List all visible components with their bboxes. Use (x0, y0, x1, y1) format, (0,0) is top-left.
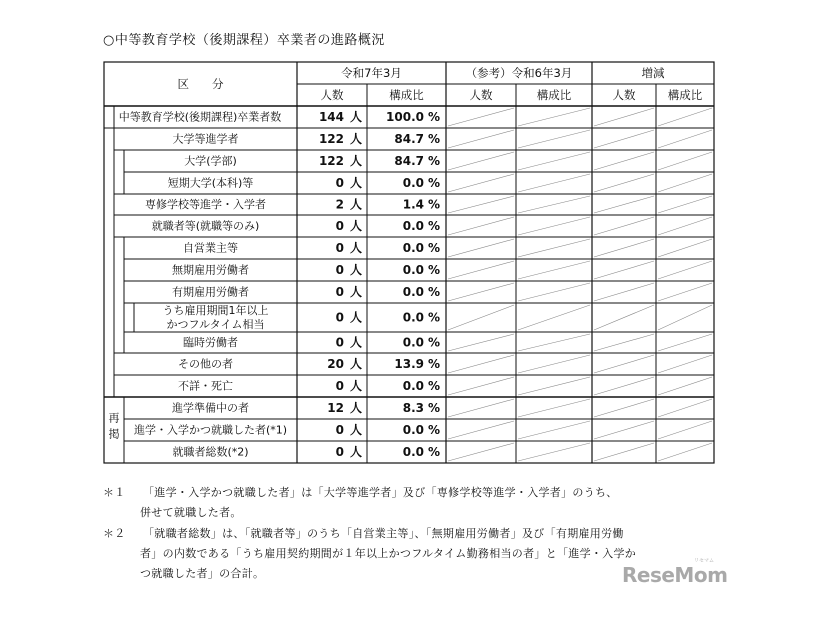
row-count: 144 (318, 110, 344, 124)
row-pct-unit: % (428, 357, 441, 371)
header-diff: 増減 (641, 66, 665, 80)
note-2-line3: つ就職した者」の合計。 (140, 567, 265, 580)
row-count: 122 (318, 154, 344, 168)
row-label: その他の者 (178, 357, 233, 371)
empty-cell-diagonal (518, 130, 590, 148)
row-label: うち雇用期間1年以上 (162, 304, 269, 317)
row-pct: 0.0 (402, 445, 424, 459)
empty-cell-diagonal (448, 152, 514, 170)
empty-cell-diagonal (594, 283, 654, 301)
empty-cell-diagonal (448, 421, 514, 439)
empty-cell-diagonal (448, 239, 514, 257)
row-pct-unit: % (428, 423, 441, 437)
empty-cell-diagonal (448, 261, 514, 279)
row-pct: 0.0 (402, 263, 424, 277)
empty-cell-diagonal (658, 130, 712, 148)
row-pct: 13.9 (394, 357, 424, 371)
empty-cell-diagonal (658, 217, 712, 235)
empty-cell-diagonal (448, 217, 514, 235)
empty-cell-diagonal (448, 174, 514, 192)
row-label: 中等教育学校(後期課程)卒業者数 (118, 110, 282, 124)
row-pct-unit: % (428, 197, 441, 212)
note-1 (103, 483, 618, 523)
header-sub: 構成比 (389, 88, 424, 102)
note-2 (103, 524, 636, 584)
row-label: 専修学校等進学・入学者 (145, 198, 266, 211)
empty-cell-diagonal (658, 399, 712, 417)
row-label: 無期雇用労働者 (172, 263, 249, 277)
header-sub: 人数 (469, 88, 493, 102)
row-count-unit: 人 (350, 197, 363, 212)
row-count: 0 (335, 219, 344, 233)
empty-cell-diagonal (594, 108, 654, 126)
empty-cell-diagonal (594, 196, 654, 213)
row-count: 0 (335, 241, 344, 255)
empty-cell-diagonal (518, 305, 590, 330)
note-2-line1: 「就職者総数」は、「就職者等」のうち「自営業主等」、「無期雇用労働者」及び「有期雇用労働 (143, 527, 624, 540)
header-sub: 構成比 (536, 88, 572, 102)
empty-cell-diagonal (658, 443, 712, 461)
row-pct-unit: % (428, 285, 441, 299)
row-count: 0 (335, 176, 344, 190)
empty-cell-diagonal (658, 174, 712, 192)
empty-cell-diagonal (594, 305, 654, 330)
row-pct: 0.0 (402, 241, 424, 255)
empty-cell-diagonal (518, 399, 590, 417)
note-2-mark: ＊２ (103, 527, 126, 540)
row-pct-unit: % (428, 445, 441, 459)
row-pct-unit: % (428, 379, 441, 393)
empty-cell-diagonal (518, 355, 590, 373)
row-count-unit: 人 (350, 401, 363, 415)
row-count-unit: 人 (350, 310, 363, 325)
empty-cell-diagonal (448, 196, 514, 213)
empty-cell-diagonal (518, 421, 590, 439)
row-count-unit: 人 (350, 445, 363, 459)
row-label: 有期雇用労働者 (172, 285, 249, 299)
row-label: かつフルタイム相当 (166, 318, 265, 331)
row-count: 0 (335, 379, 344, 393)
row-label: 就職者等(就職等のみ) (151, 219, 260, 233)
row-count: 0 (335, 310, 344, 325)
row-count: 0 (335, 263, 344, 277)
row-pct: 8.3 (402, 401, 424, 415)
empty-cell-diagonal (594, 217, 654, 235)
saikei-label-2: 掲 (108, 427, 120, 441)
empty-cell-diagonal (594, 421, 654, 439)
row-pct: 0.0 (402, 176, 424, 190)
note-1-mark: ＊１ (103, 486, 126, 499)
empty-cell-diagonal (658, 377, 712, 395)
row-count-unit: 人 (350, 132, 363, 146)
row-count: 0 (335, 445, 344, 459)
empty-cell-diagonal (658, 334, 712, 351)
empty-cell-diagonal (658, 239, 712, 257)
empty-cell-diagonal (448, 399, 514, 417)
row-pct: 0.0 (402, 423, 424, 437)
empty-cell-diagonal (658, 283, 712, 301)
empty-cell-diagonal (594, 443, 654, 461)
header-sub: 人数 (612, 88, 636, 102)
row-label: 不詳・死亡 (178, 379, 233, 393)
empty-cell-diagonal (594, 239, 654, 257)
row-count-unit: 人 (350, 357, 363, 371)
row-pct-unit: % (428, 154, 441, 168)
row-pct-unit: % (428, 263, 441, 277)
empty-cell-diagonal (518, 443, 590, 461)
row-count: 122 (318, 132, 344, 146)
row-pct: 1.4 (402, 197, 424, 212)
row-pct: 84.7 (394, 154, 424, 168)
page-title: ○中等教育学校（後期課程）卒業者の進路概況 (103, 33, 385, 48)
note-1-line2: 併せて就職した者。 (140, 506, 242, 519)
empty-cell-diagonal (594, 399, 654, 417)
empty-cell-diagonal (448, 283, 514, 301)
row-count: 0 (335, 423, 344, 437)
row-count-unit: 人 (350, 379, 363, 393)
row-pct: 0.0 (402, 379, 424, 393)
empty-cell-diagonal (448, 443, 514, 461)
row-label: 大学(学部) (184, 154, 237, 168)
row-pct: 0.0 (402, 310, 424, 325)
row-count-unit: 人 (350, 335, 363, 350)
row-count: 20 (327, 357, 344, 371)
empty-cell-diagonal (658, 261, 712, 279)
row-pct: 0.0 (402, 285, 424, 299)
empty-cell-diagonal (448, 377, 514, 395)
empty-cell-diagonal (658, 355, 712, 373)
row-pct: 84.7 (394, 132, 424, 146)
empty-cell-diagonal (658, 421, 712, 439)
row-pct-unit: % (428, 110, 441, 124)
row-count: 0 (335, 285, 344, 299)
empty-cell-diagonal (448, 305, 514, 330)
empty-cell-diagonal (518, 261, 590, 279)
empty-cell-diagonal (594, 334, 654, 351)
header-r6: （参考）令和6年3月 (465, 66, 573, 80)
row-label: 大学等進学者 (172, 132, 239, 146)
row-pct-unit: % (428, 335, 441, 350)
empty-cell-diagonal (658, 305, 712, 330)
row-count: 12 (327, 401, 344, 415)
header-kubun: 区 分 (177, 77, 224, 91)
row-label: 就職者総数(*2) (172, 445, 249, 459)
empty-cell-diagonal (658, 152, 712, 170)
row-label: 進学・入学かつ就職した者(*1) (133, 423, 288, 437)
row-label: 短期大学(本科)等 (167, 176, 254, 190)
empty-cell-diagonal (594, 174, 654, 192)
row-count: 0 (335, 335, 344, 350)
row-label: 臨時労働者 (183, 336, 238, 349)
row-count-unit: 人 (350, 285, 363, 299)
row-pct-unit: % (428, 401, 441, 415)
empty-cell-diagonal (448, 355, 514, 373)
empty-cell-diagonal (658, 196, 712, 213)
row-pct-unit: % (428, 176, 441, 190)
row-label: 自営業主等 (183, 241, 238, 255)
row-count-unit: 人 (350, 219, 363, 233)
header-sub: 人数 (320, 88, 344, 102)
row-pct: 0.0 (402, 219, 424, 233)
row-count-unit: 人 (350, 241, 363, 255)
empty-cell-diagonal (594, 355, 654, 373)
row-pct: 0.0 (402, 335, 424, 350)
empty-cell-diagonal (518, 334, 590, 351)
row-pct: 100.0 (386, 110, 424, 124)
row-label: 進学準備中の者 (172, 401, 249, 415)
header-r7: 令和7年3月 (341, 66, 402, 80)
row-count-unit: 人 (350, 176, 363, 190)
empty-cell-diagonal (448, 334, 514, 351)
resemom-logo: ReseMom (622, 563, 728, 587)
logo-subtext: リセマム (694, 558, 714, 564)
row-pct-unit: % (428, 219, 441, 233)
empty-cell-diagonal (594, 152, 654, 170)
row-count: 2 (335, 197, 344, 212)
empty-cell-diagonal (594, 130, 654, 148)
empty-cell-diagonal (518, 196, 590, 213)
empty-cell-diagonal (518, 152, 590, 170)
empty-cell-diagonal (658, 108, 712, 126)
row-count-unit: 人 (350, 154, 363, 168)
empty-cell-diagonal (448, 130, 514, 148)
saikei-label-1: 再 (108, 411, 120, 425)
row-pct-unit: % (428, 241, 441, 255)
empty-cell-diagonal (518, 239, 590, 257)
header-sub: 構成比 (667, 88, 703, 102)
empty-cell-diagonal (448, 108, 514, 126)
empty-cell-diagonal (518, 283, 590, 301)
note-1-line1: 「進学・入学かつ就職した者」は「大学等進学者」及び「専修学校等進学・入学者」のうち、 (143, 486, 618, 499)
row-count-unit: 人 (350, 263, 363, 277)
row-pct-unit: % (428, 310, 441, 325)
note-2-line2: 者」の内数である「うち雇用契約期間が１年以上かつフルタイム勤務相当の者」と「進学・入学か (140, 547, 637, 560)
row-count-unit: 人 (350, 423, 363, 437)
empty-cell-diagonal (518, 108, 590, 126)
row-pct-unit: % (428, 132, 441, 146)
empty-cell-diagonal (594, 261, 654, 279)
empty-cell-diagonal (518, 217, 590, 235)
empty-cell-diagonal (518, 174, 590, 192)
row-count-unit: 人 (350, 110, 363, 124)
empty-cell-diagonal (518, 377, 590, 395)
empty-cell-diagonal (594, 377, 654, 395)
